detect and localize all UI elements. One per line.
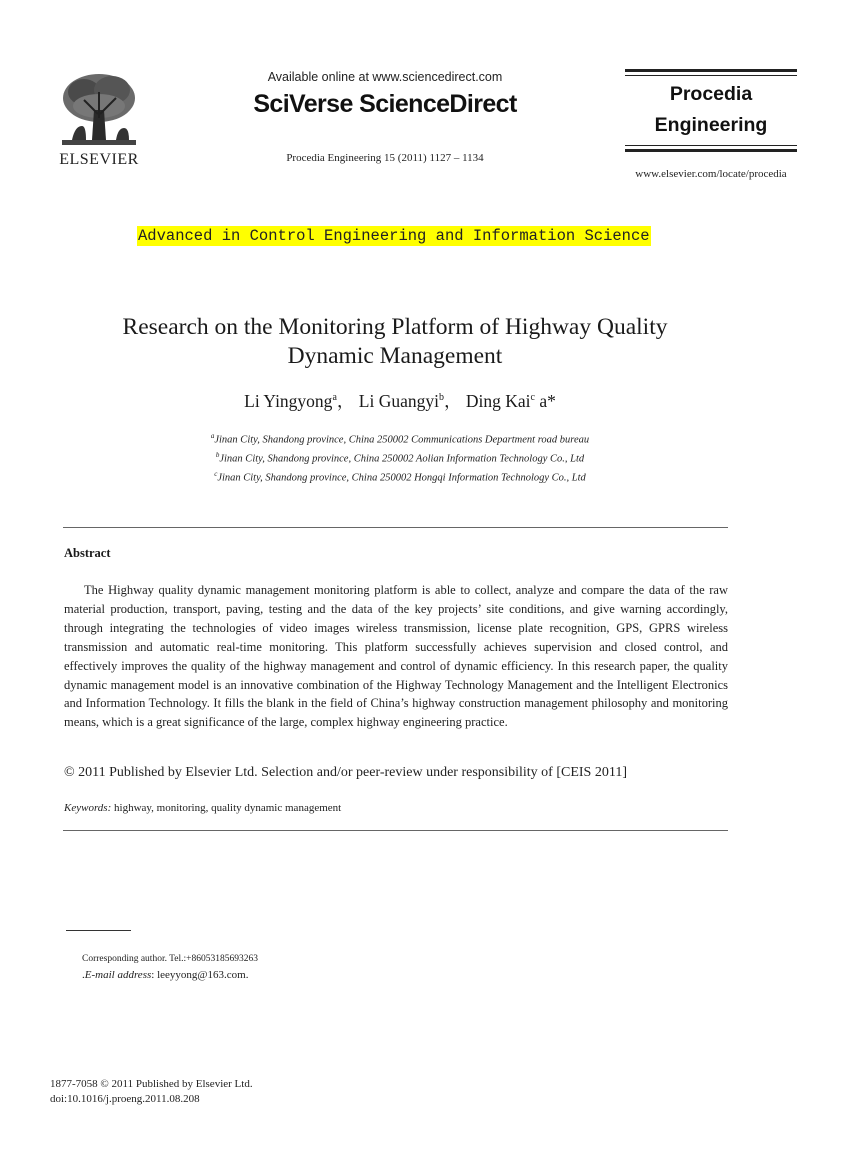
abstract-heading: Abstract [64, 546, 111, 560]
author-name: Li Yingyong [244, 391, 333, 411]
author-separator: a* [534, 391, 556, 411]
author-mark: c [530, 392, 535, 404]
footnote-rule [66, 930, 131, 931]
author-mark: b [438, 392, 444, 404]
email-line [82, 969, 248, 981]
copyright-statement: © 2011 Published by Elsevier Ltd. Selection and/or peer-review under responsibility of [CEIS 2011] [64, 765, 627, 780]
abstract-rule-top [63, 527, 728, 528]
author-separator: ， [336, 391, 355, 411]
journal-title-line2: Engineering [654, 114, 768, 136]
keywords-values: highway, monitoring, quality dynamic management [114, 802, 342, 814]
email-label: E-mail address [84, 969, 152, 981]
journal-url: www.elsevier.com/locate/procedia [635, 168, 787, 180]
author-list [100, 388, 700, 413]
title-box-rule-bottom-thin [625, 145, 797, 146]
affiliation-text: Jinan City, Shandong province, China 250002 Hongqi Information Technology Co., Ltd [217, 472, 586, 484]
title-box-rule-bottom [625, 149, 797, 152]
affiliation-item [100, 448, 700, 467]
journal-title-box [625, 69, 797, 152]
publisher-name: ELSEVIER [59, 151, 139, 168]
issn-line: 1877-7058 © 2011 Published by Elsevier Ltd. [50, 1078, 253, 1090]
elsevier-logo [54, 70, 144, 168]
email-prefix: . [82, 969, 85, 981]
journal-title-line1: Procedia [669, 83, 753, 105]
affiliation-item [100, 467, 700, 486]
keywords-label: Keywords: [64, 802, 112, 814]
journal-reference: Procedia Engineering 15 (2011) 1127 – 1134 [286, 152, 484, 164]
author-mark: a [332, 392, 337, 404]
author-name: Li Guangyi [358, 391, 439, 411]
available-online-text: Available online at www.sciencedirect.com [267, 70, 503, 84]
platform-logo-text: SciVerse ScienceDirect [253, 90, 517, 118]
affiliation-text: Jinan City, Shandong province, China 250002 Aolian Information Technology Co., Ltd [219, 453, 585, 465]
conference-banner: Advanced in Control Engineering and Information Science [138, 227, 650, 245]
title-box-rule-top [625, 69, 797, 72]
email-value: : leeyyong@163.com. [151, 969, 249, 981]
paper-title-line2: Dynamic Management [287, 343, 503, 369]
affiliation-mark: c [214, 470, 218, 478]
corresponding-author: Corresponding author. Tel.:+86053185693263 [82, 954, 259, 964]
abstract-rule-bottom [63, 830, 728, 831]
affiliation-item [100, 429, 700, 448]
author-name: Ding Kai [465, 391, 531, 411]
paper-title [70, 313, 720, 371]
journal-title [625, 76, 797, 145]
affiliation-mark: b [215, 451, 220, 459]
affiliation-list [100, 429, 700, 486]
keywords-line [64, 802, 341, 814]
affiliation-text: Jinan City, Shandong province, China 250002 Communications Department road bureau [214, 434, 590, 446]
author-separator: ， [443, 391, 462, 411]
paper-title-line1: Research on the Monitoring Platform of Highway Quality [122, 314, 668, 340]
elsevier-tree-icon [54, 70, 144, 152]
affiliation-mark: a [210, 432, 215, 440]
doi-line[interactable]: doi:10.1016/j.proeng.2011.08.208 [50, 1093, 200, 1105]
abstract-body: The Highway quality dynamic management monitoring platform is able to collect, analyze and compare the data of the raw material production, transport, paving, testing and the data of the key projects’ site conditions, and give warning accordingly, through integrating the technologies of video images wireless transmission, license plate recognition, GPS, GPRS wireless transmission and automatic real-time monitoring. This platform successfully achieves supervision and closed control, and effectively improves the quality of the highway management and control of dynamic efficiency. In this research paper, the quality dynamic management model is an innovative combination of the Highway Technology Management and the Intelligent Electronics and Information Technology. It fills the blank in the field of China’s highway construction management philosophy and monitoring means, which is a great significance of the large, complex highway engineering practice. [64, 583, 728, 730]
